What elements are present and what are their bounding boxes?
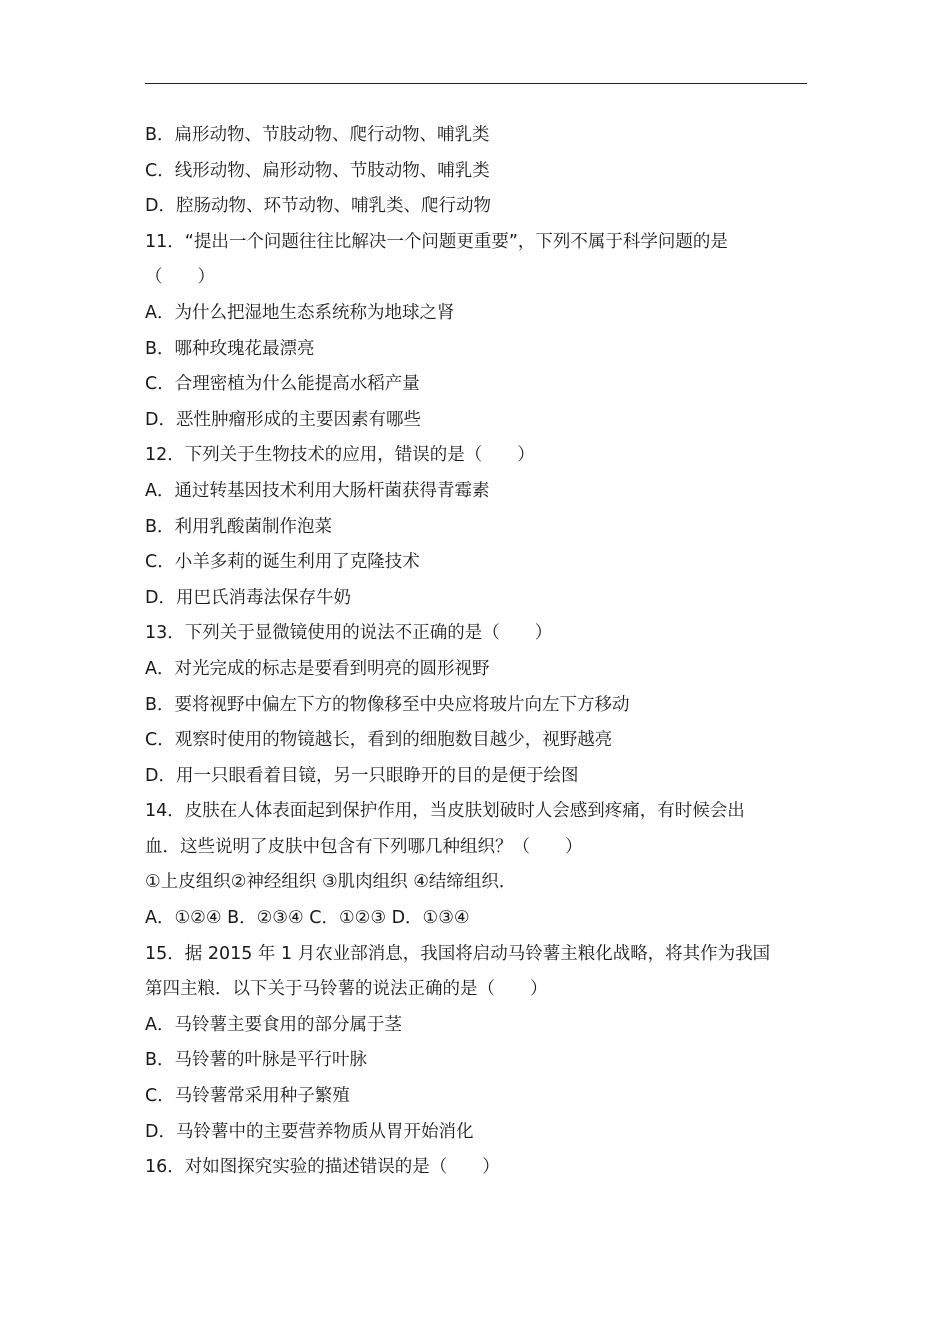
- option-d-q11: D．恶性肿瘤形成的主要因素有哪些: [145, 409, 421, 430]
- question-14-items: ①上皮组织②神经组织 ③肌肉组织 ④结缔组织．: [145, 872, 517, 893]
- question-14-stem-line1: 14．皮肤在人体表面起到保护作用，当皮肤划破时人会感到疼痛，有时候会出: [145, 801, 745, 822]
- option-c-q10: C．线形动物、扁形动物、节肢动物、哺乳类: [145, 160, 490, 181]
- header-rule: [145, 83, 807, 84]
- option-a-q11: A．为什么把湿地生态系统称为地球之肾: [145, 302, 455, 323]
- question-16-stem: 16．对如图探究实验的描述错误的是（ ）: [145, 1157, 500, 1178]
- option-b-q11: B．哪种玫瑰花最漂亮: [145, 338, 315, 359]
- option-a-q15: A．马铃薯主要食用的部分属于茎: [145, 1014, 402, 1035]
- question-11-blank: （ ）: [145, 267, 215, 288]
- option-b-q15: B．马铃薯的叶脉是平行叶脉: [145, 1050, 368, 1071]
- question-14-options: A．①②④ B．②③④ C．①②③ D．①③④: [145, 908, 470, 929]
- question-12-stem: 12．下列关于生物技术的应用，错误的是（ ）: [145, 445, 535, 466]
- option-c-q15: C．马铃薯常采用种子繁殖: [145, 1086, 350, 1107]
- question-15-stem-line1: 15．据 2015 年 1 月农业部消息，我国将启动马铃薯主粮化战略，将其作为我国: [145, 943, 771, 964]
- option-c-q13: C．观察时使用的物镜越长，看到的细胞数目越少，视野越亮: [145, 730, 613, 751]
- option-d-q12: D．用巴氏消毒法保存牛奶: [145, 587, 351, 608]
- option-c-q12: C．小羊多莉的诞生利用了克隆技术: [145, 552, 420, 573]
- question-15-stem-line2: 第四主粮．以下关于马铃薯的说法正确的是（ ）: [145, 979, 548, 1000]
- option-d-q13: D．用一只眼看着目镜，另一只眼睁开的目的是便于绘图: [145, 765, 579, 786]
- option-c-q11: C．合理密植为什么能提高水稻产量: [145, 374, 420, 395]
- question-13-stem: 13．下列关于显微镜使用的说法不正确的是（ ）: [145, 623, 553, 644]
- option-b-q13: B．要将视野中偏左下方的物像移至中央应将玻片向左下方移动: [145, 694, 630, 715]
- question-11-stem: 11．“提出一个问题往往比解决一个问题更重要”，下列不属于科学问题的是: [145, 231, 728, 252]
- option-b-q10: B．扁形动物、节肢动物、爬行动物、哺乳类: [145, 125, 490, 145]
- option-a-q12: A．通过转基因技术利用大肠杆菌获得青霉素: [145, 480, 490, 501]
- question-14-stem-line2: 血．这些说明了皮肤中包含有下列哪几种组织？（ ）: [145, 836, 583, 857]
- option-d-q10: D．腔肠动物、环节动物、哺乳类、爬行动物: [145, 196, 491, 217]
- option-d-q15: D．马铃薯中的主要营养物质从胃开始消化: [145, 1121, 474, 1142]
- option-b-q12: B．利用乳酸菌制作泡菜: [145, 516, 333, 537]
- option-a-q13: A．对光完成的标志是要看到明亮的圆形视野: [145, 658, 490, 679]
- question-text: [145, 118, 815, 1186]
